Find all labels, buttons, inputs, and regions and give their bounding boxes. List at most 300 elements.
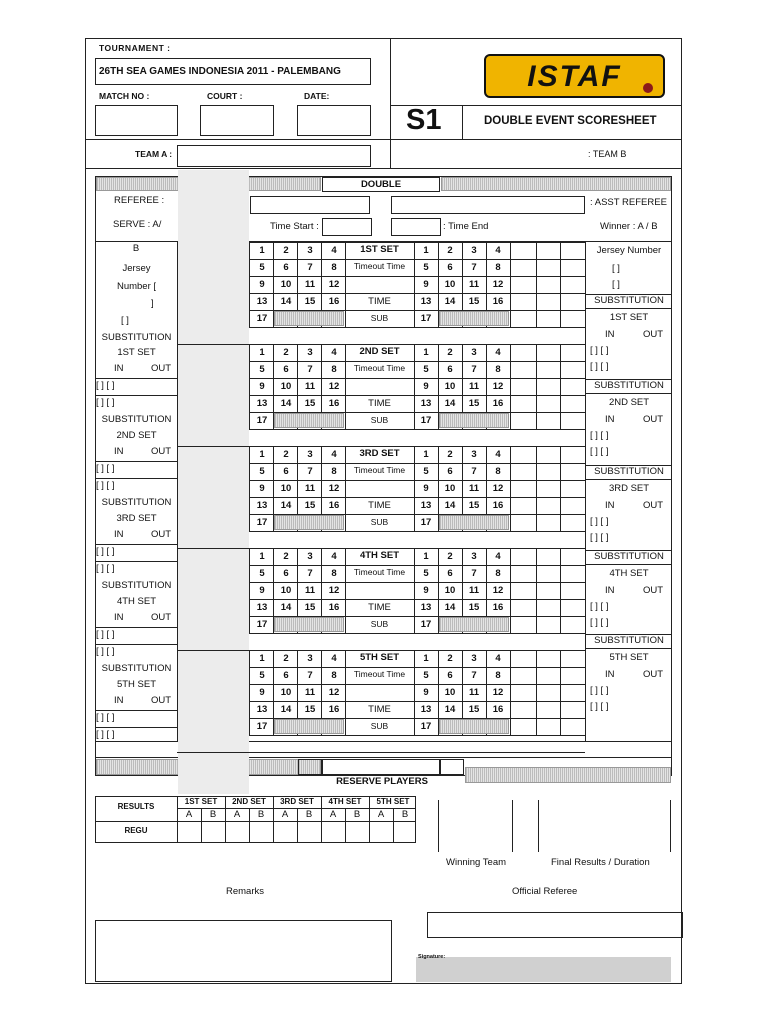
score-cell-a[interactable]: 2 bbox=[283, 449, 289, 460]
score-cell-a[interactable]: 2 bbox=[283, 347, 289, 358]
score-hatch-b bbox=[439, 617, 509, 632]
score-cell-b[interactable]: 3 bbox=[471, 449, 477, 460]
left-in-label: IN bbox=[114, 363, 124, 374]
left-row-line bbox=[95, 395, 177, 396]
score-cell-a[interactable]: 9 bbox=[259, 585, 265, 596]
results-score-cell[interactable] bbox=[369, 821, 393, 843]
score-cell-b[interactable]: 6 bbox=[447, 466, 453, 477]
score-cell-a[interactable]: 16 bbox=[328, 296, 340, 307]
score-cell-b[interactable]: 14 bbox=[444, 500, 456, 511]
score-cell-a[interactable]: 6 bbox=[283, 364, 289, 375]
score-cell-a[interactable]: 8 bbox=[331, 670, 337, 681]
results-b: B bbox=[209, 809, 217, 820]
left-out-label: OUT bbox=[151, 446, 172, 457]
score-cell-a[interactable]: 8 bbox=[331, 568, 337, 579]
time-label: TIME bbox=[368, 296, 391, 307]
score-cell-b[interactable]: 14 bbox=[444, 704, 456, 715]
score-cell-a[interactable]: 15 bbox=[304, 398, 316, 409]
referee-label: REFEREE : bbox=[114, 195, 165, 206]
score-cell-b[interactable]: 7 bbox=[471, 364, 477, 375]
results-score-cell[interactable] bbox=[201, 821, 225, 843]
results-score-cell[interactable] bbox=[177, 821, 201, 843]
score-cell-b[interactable]: 2 bbox=[447, 653, 453, 664]
left-bracket-row[interactable]: [ ] [ ] bbox=[96, 463, 115, 474]
score-cell-b[interactable]: 17 bbox=[420, 313, 432, 324]
result-box-line-3 bbox=[538, 800, 539, 852]
score-cell-b[interactable]: 9 bbox=[423, 687, 429, 698]
score-cell-a[interactable]: 10 bbox=[280, 483, 292, 494]
score-cell-a[interactable]: 12 bbox=[328, 687, 340, 698]
grid-line bbox=[249, 582, 585, 583]
score-cell-a[interactable]: 9 bbox=[259, 381, 265, 392]
right-row-line bbox=[585, 564, 672, 565]
referee-field[interactable] bbox=[250, 196, 370, 214]
score-cell-a[interactable]: 4 bbox=[331, 551, 337, 562]
score-cell-b[interactable]: 17 bbox=[420, 619, 432, 630]
left-bracket-row[interactable]: [ ] [ ] bbox=[96, 380, 115, 391]
score-cell-b[interactable]: 4 bbox=[495, 653, 501, 664]
right-set-label: 5TH SET bbox=[609, 652, 649, 663]
right-bracket-row[interactable]: [ ] [ ] bbox=[590, 685, 609, 696]
team-a-field[interactable] bbox=[177, 145, 371, 167]
score-cell-a[interactable]: 2 bbox=[283, 551, 289, 562]
score-cell-a[interactable]: 1 bbox=[259, 551, 265, 562]
left-bracket-row[interactable]: [ ] [ ] bbox=[96, 646, 115, 657]
score-cell-a[interactable]: 8 bbox=[331, 466, 337, 477]
score-cell-b[interactable]: 8 bbox=[495, 466, 501, 477]
timeout-label: Timeout Time bbox=[353, 567, 406, 577]
score-cell-a[interactable]: 15 bbox=[304, 296, 316, 307]
score-cell-a[interactable]: 1 bbox=[259, 653, 265, 664]
score-cell-a[interactable]: 8 bbox=[331, 262, 337, 273]
score-cell-a[interactable]: 3 bbox=[307, 449, 313, 460]
score-cell-a[interactable]: 12 bbox=[328, 585, 340, 596]
score-cell-a[interactable]: 10 bbox=[280, 381, 292, 392]
score-cell-b[interactable]: 11 bbox=[468, 585, 480, 596]
score-cell-a[interactable]: 1 bbox=[259, 245, 265, 256]
grid-line bbox=[510, 446, 511, 531]
score-cell-a[interactable]: 17 bbox=[256, 313, 268, 324]
score-cell-b[interactable]: 6 bbox=[447, 568, 453, 579]
left-bracket-row[interactable]: [ ] [ ] bbox=[96, 546, 115, 557]
results-set-label: 4TH SET bbox=[328, 797, 362, 806]
score-cell-a[interactable]: 5 bbox=[259, 568, 265, 579]
score-cell-b[interactable]: 10 bbox=[444, 585, 456, 596]
score-cell-a[interactable]: 11 bbox=[304, 585, 316, 596]
score-cell-a[interactable]: 15 bbox=[304, 500, 316, 511]
score-cell-b[interactable]: 10 bbox=[444, 483, 456, 494]
score-cell-a[interactable]: 4 bbox=[331, 653, 337, 664]
score-cell-a[interactable]: 2 bbox=[283, 245, 289, 256]
score-cell-a[interactable]: 15 bbox=[304, 602, 316, 613]
score-cell-a[interactable]: 14 bbox=[280, 500, 292, 511]
score-cell-b[interactable]: 9 bbox=[423, 585, 429, 596]
score-cell-b[interactable]: 11 bbox=[468, 279, 480, 290]
score-cell-a[interactable]: 7 bbox=[307, 568, 313, 579]
score-cell-b[interactable]: 13 bbox=[420, 398, 432, 409]
score-cell-b[interactable]: 10 bbox=[444, 279, 456, 290]
results-score-cell[interactable] bbox=[321, 821, 345, 843]
right-bracket-row[interactable]: [ ] [ ] bbox=[590, 345, 609, 356]
score-cell-b[interactable]: 16 bbox=[492, 296, 504, 307]
score-cell-a[interactable]: 17 bbox=[256, 721, 268, 732]
sub-label: SUB bbox=[370, 313, 389, 323]
score-cell-b[interactable]: 1 bbox=[423, 653, 429, 664]
score-cell-a[interactable]: 7 bbox=[307, 670, 313, 681]
score-cell-a[interactable]: 13 bbox=[256, 500, 268, 511]
score-cell-b[interactable]: 1 bbox=[423, 245, 429, 256]
bracket-pair[interactable]: [ ] bbox=[612, 279, 620, 290]
score-cell-b[interactable]: 2 bbox=[447, 347, 453, 358]
bottom-mid-box-2 bbox=[322, 759, 440, 775]
score-cell-a[interactable]: 17 bbox=[256, 517, 268, 528]
score-cell-b[interactable]: 12 bbox=[492, 483, 504, 494]
score-cell-a[interactable]: 10 bbox=[280, 585, 292, 596]
results-score-cell[interactable] bbox=[225, 821, 249, 843]
score-cell-b[interactable]: 10 bbox=[444, 687, 456, 698]
score-cell-a[interactable]: 14 bbox=[280, 398, 292, 409]
results-score-cell[interactable] bbox=[393, 821, 417, 843]
score-cell-b[interactable]: 5 bbox=[423, 364, 429, 375]
match-no-field[interactable] bbox=[95, 105, 178, 136]
score-cell-b[interactable]: 7 bbox=[471, 670, 477, 681]
score-cell-a[interactable]: 8 bbox=[331, 364, 337, 375]
score-cell-b[interactable]: 8 bbox=[495, 262, 501, 273]
score-cell-b[interactable]: 15 bbox=[468, 602, 480, 613]
score-cell-a[interactable]: 13 bbox=[256, 602, 268, 613]
score-cell-b[interactable]: 7 bbox=[471, 466, 477, 477]
grid-line bbox=[249, 548, 250, 633]
score-cell-b[interactable]: 8 bbox=[495, 670, 501, 681]
score-cell-b[interactable]: 17 bbox=[420, 415, 432, 426]
set-divider bbox=[177, 752, 585, 753]
score-cell-b[interactable]: 4 bbox=[495, 347, 501, 358]
score-cell-b[interactable]: 13 bbox=[420, 704, 432, 715]
score-cell-a[interactable]: 11 bbox=[304, 483, 316, 494]
score-cell-a[interactable]: 10 bbox=[280, 687, 292, 698]
score-cell-b[interactable]: 12 bbox=[492, 585, 504, 596]
grid-line bbox=[536, 446, 537, 531]
left-row-line bbox=[95, 644, 177, 645]
score-cell-b[interactable]: 17 bbox=[420, 721, 432, 732]
left-bracket-row[interactable]: [ ] [ ] bbox=[96, 563, 115, 574]
left-in-label: IN bbox=[114, 446, 124, 457]
score-cell-b[interactable]: 15 bbox=[468, 704, 480, 715]
score-cell-b[interactable]: 8 bbox=[495, 568, 501, 579]
score-cell-a[interactable]: 9 bbox=[259, 279, 265, 290]
right-row-line bbox=[585, 308, 672, 309]
timeout-label: Timeout Time bbox=[353, 261, 406, 271]
score-cell-b[interactable]: 4 bbox=[495, 449, 501, 460]
grid-line bbox=[249, 361, 585, 362]
score-cell-a[interactable]: 7 bbox=[307, 262, 313, 273]
remarks-field[interactable] bbox=[95, 920, 392, 982]
score-cell-b[interactable]: 11 bbox=[468, 483, 480, 494]
right-hatch-band bbox=[441, 177, 671, 191]
grid-line bbox=[249, 463, 585, 464]
grid-line bbox=[249, 327, 585, 328]
left-bracket-row[interactable]: [ ] [ ] bbox=[96, 397, 115, 408]
score-cell-a[interactable]: 3 bbox=[307, 347, 313, 358]
score-cell-a[interactable]: 4 bbox=[331, 245, 337, 256]
score-cell-b[interactable]: 9 bbox=[423, 381, 429, 392]
score-cell-a[interactable]: 6 bbox=[283, 466, 289, 477]
score-cell-b[interactable]: 9 bbox=[423, 483, 429, 494]
results-set-label: 2ND SET bbox=[232, 797, 266, 806]
right-bracket-row[interactable]: [ ] [ ] bbox=[590, 446, 609, 457]
score-cell-a[interactable]: 12 bbox=[328, 483, 340, 494]
official-referee-field[interactable] bbox=[427, 912, 683, 938]
left-set-label: 5TH SET bbox=[116, 679, 157, 690]
score-cell-b[interactable]: 16 bbox=[492, 398, 504, 409]
timeout-label: Timeout Time bbox=[353, 669, 406, 679]
right-out-label: OUT bbox=[643, 329, 664, 340]
score-cell-a[interactable]: 3 bbox=[307, 245, 313, 256]
right-bracket-row[interactable]: [ ] [ ] bbox=[590, 701, 609, 712]
left-substitution-label: SUBSTITUTION bbox=[101, 414, 172, 425]
score-cell-a[interactable]: 11 bbox=[304, 687, 316, 698]
results-a: A bbox=[185, 809, 193, 820]
score-cell-b[interactable]: 14 bbox=[444, 398, 456, 409]
score-cell-a[interactable]: 10 bbox=[280, 279, 292, 290]
score-cell-b[interactable]: 3 bbox=[471, 347, 477, 358]
score-cell-b[interactable]: 5 bbox=[423, 466, 429, 477]
score-cell-a[interactable]: 14 bbox=[280, 704, 292, 715]
score-cell-a[interactable]: 4 bbox=[331, 347, 337, 358]
right-bracket-row[interactable]: [ ] [ ] bbox=[590, 361, 609, 372]
score-cell-b[interactable]: 16 bbox=[492, 500, 504, 511]
right-row-line bbox=[585, 393, 672, 394]
grid-line bbox=[249, 276, 585, 277]
left-substitution-label: SUBSTITUTION bbox=[101, 663, 172, 674]
grid-line bbox=[249, 344, 250, 429]
score-cell-b[interactable]: 3 bbox=[471, 245, 477, 256]
score-cell-a[interactable]: 16 bbox=[328, 704, 340, 715]
results-a: A bbox=[233, 809, 241, 820]
grid-line bbox=[249, 242, 585, 243]
score-cell-a[interactable]: 9 bbox=[259, 483, 265, 494]
score-cell-b[interactable]: 15 bbox=[468, 296, 480, 307]
left-set-label: 1ST SET bbox=[117, 347, 156, 358]
left-out-label: OUT bbox=[151, 529, 172, 540]
teams-bottom-line bbox=[85, 168, 682, 169]
score-cell-a[interactable]: 12 bbox=[328, 279, 340, 290]
score-cell-a[interactable]: 13 bbox=[256, 296, 268, 307]
timeout-label: Timeout Time bbox=[353, 465, 406, 475]
left-bracket-row[interactable]: [ ] [ ] bbox=[96, 480, 115, 491]
score-cell-a[interactable]: 11 bbox=[304, 381, 316, 392]
score-cell-a[interactable]: 6 bbox=[283, 670, 289, 681]
score-cell-a[interactable]: 5 bbox=[259, 670, 265, 681]
team-a-label: TEAM A : bbox=[135, 149, 173, 159]
right-bracket-row[interactable]: [ ] [ ] bbox=[590, 516, 609, 527]
score-cell-a[interactable]: 3 bbox=[307, 653, 313, 664]
time-start-field[interactable] bbox=[322, 218, 372, 236]
score-cell-a[interactable]: 6 bbox=[283, 568, 289, 579]
score-cell-a[interactable]: 7 bbox=[307, 466, 313, 477]
grid-line bbox=[249, 684, 585, 685]
date-field[interactable] bbox=[297, 105, 371, 136]
grid-line bbox=[249, 344, 585, 345]
grid-line bbox=[249, 667, 585, 668]
score-cell-a[interactable]: 11 bbox=[304, 279, 316, 290]
score-cell-b[interactable]: 14 bbox=[444, 602, 456, 613]
left-bracket-row[interactable]: [ ] [ ] bbox=[96, 729, 115, 740]
results-score-cell[interactable] bbox=[249, 821, 273, 843]
grid-line bbox=[510, 242, 511, 327]
asst-referee-field[interactable] bbox=[391, 196, 585, 214]
score-cell-b[interactable]: 2 bbox=[447, 449, 453, 460]
score-cell-b[interactable]: 5 bbox=[423, 568, 429, 579]
right-bracket-row[interactable]: [ ] [ ] bbox=[590, 617, 609, 628]
set-label: 3RD SET bbox=[359, 448, 400, 459]
grid-line bbox=[510, 344, 511, 429]
time-end-field[interactable] bbox=[391, 218, 441, 236]
score-cell-b[interactable]: 1 bbox=[423, 347, 429, 358]
score-cell-b[interactable]: 2 bbox=[447, 245, 453, 256]
score-cell-a[interactable]: 12 bbox=[328, 381, 340, 392]
grid-line bbox=[249, 650, 585, 651]
left-in-label: IN bbox=[114, 612, 124, 623]
score-cell-b[interactable]: 13 bbox=[420, 296, 432, 307]
score-cell-a[interactable]: 14 bbox=[280, 602, 292, 613]
score-cell-b[interactable]: 13 bbox=[420, 500, 432, 511]
score-cell-b[interactable]: 17 bbox=[420, 517, 432, 528]
header-bottom-line bbox=[85, 139, 682, 140]
left-out-label: OUT bbox=[151, 612, 172, 623]
grid-line bbox=[249, 548, 585, 549]
score-cell-b[interactable]: 8 bbox=[495, 364, 501, 375]
score-cell-b[interactable]: 9 bbox=[423, 279, 429, 290]
signature-label: Signature: bbox=[418, 954, 446, 960]
right-bracket-row[interactable]: [ ] [ ] bbox=[590, 601, 609, 612]
right-row-line bbox=[585, 479, 672, 480]
bracket-pair[interactable]: [ ] bbox=[612, 263, 620, 274]
right-in-label: IN bbox=[605, 500, 615, 511]
left-bracket-row[interactable]: [ ] [ ] bbox=[96, 712, 115, 723]
score-cell-a[interactable]: 5 bbox=[259, 262, 265, 273]
score-cell-a[interactable]: 5 bbox=[259, 364, 265, 375]
score-cell-b[interactable]: 5 bbox=[423, 262, 429, 273]
results-score-cell[interactable] bbox=[345, 821, 369, 843]
score-cell-a[interactable]: 2 bbox=[283, 653, 289, 664]
score-cell-b[interactable]: 12 bbox=[492, 381, 504, 392]
score-cell-a[interactable]: 16 bbox=[328, 398, 340, 409]
score-hatch-b bbox=[439, 719, 509, 734]
right-bracket-row[interactable]: [ ] [ ] bbox=[590, 532, 609, 543]
sheet-title: DOUBLE EVENT SCORESHEET bbox=[484, 115, 657, 127]
right-out-label: OUT bbox=[643, 669, 664, 680]
score-cell-a[interactable]: 1 bbox=[259, 449, 265, 460]
score-cell-a[interactable]: 17 bbox=[256, 619, 268, 630]
score-cell-a[interactable]: 1 bbox=[259, 347, 265, 358]
results-score-cell[interactable] bbox=[297, 821, 321, 843]
court-field[interactable] bbox=[200, 105, 274, 136]
score-cell-b[interactable]: 4 bbox=[495, 551, 501, 562]
score-cell-b[interactable]: 7 bbox=[471, 568, 477, 579]
score-cell-b[interactable]: 16 bbox=[492, 602, 504, 613]
right-in-label: IN bbox=[605, 329, 615, 340]
score-cell-a[interactable]: 7 bbox=[307, 364, 313, 375]
grid-line bbox=[249, 565, 585, 566]
score-cell-a[interactable]: 14 bbox=[280, 296, 292, 307]
score-cell-a[interactable]: 16 bbox=[328, 500, 340, 511]
time-label: TIME bbox=[368, 398, 391, 409]
score-hatch-a bbox=[274, 311, 344, 326]
score-cell-b[interactable]: 10 bbox=[444, 381, 456, 392]
score-cell-b[interactable]: 7 bbox=[471, 262, 477, 273]
regu-label: REGU bbox=[124, 826, 148, 835]
score-cell-b[interactable]: 3 bbox=[471, 653, 477, 664]
timeout-label: Timeout Time bbox=[353, 363, 406, 373]
score-cell-a[interactable]: 13 bbox=[256, 704, 268, 715]
score-cell-b[interactable]: 15 bbox=[468, 500, 480, 511]
score-cell-b[interactable]: 11 bbox=[468, 687, 480, 698]
score-cell-b[interactable]: 15 bbox=[468, 398, 480, 409]
score-cell-b[interactable]: 1 bbox=[423, 551, 429, 562]
score-cell-a[interactable]: 5 bbox=[259, 466, 265, 477]
left-set-label: 3RD SET bbox=[116, 513, 157, 524]
score-cell-b[interactable]: 6 bbox=[447, 670, 453, 681]
results-a: A bbox=[377, 809, 385, 820]
bracket-close: ] bbox=[151, 298, 154, 309]
score-cell-b[interactable]: 3 bbox=[471, 551, 477, 562]
results-score-cell[interactable] bbox=[273, 821, 297, 843]
right-in-label: IN bbox=[605, 414, 615, 425]
score-cell-a[interactable]: 15 bbox=[304, 704, 316, 715]
score-cell-a[interactable]: 17 bbox=[256, 415, 268, 426]
left-out-label: OUT bbox=[151, 363, 172, 374]
asst-referee-label: : ASST REFEREE bbox=[590, 197, 667, 208]
score-cell-b[interactable]: 12 bbox=[492, 687, 504, 698]
score-cell-b[interactable]: 6 bbox=[447, 262, 453, 273]
score-cell-b[interactable]: 14 bbox=[444, 296, 456, 307]
score-cell-b[interactable]: 13 bbox=[420, 602, 432, 613]
score-hatch-b bbox=[439, 413, 509, 428]
score-hatch-a bbox=[274, 515, 344, 530]
left-substitution-label: SUBSTITUTION bbox=[101, 497, 172, 508]
signature-field[interactable] bbox=[416, 954, 671, 982]
score-cell-b[interactable]: 6 bbox=[447, 364, 453, 375]
score-hatch-b bbox=[439, 515, 509, 530]
score-cell-a[interactable]: 4 bbox=[331, 449, 337, 460]
score-cell-b[interactable]: 4 bbox=[495, 245, 501, 256]
left-set-label: 4TH SET bbox=[116, 596, 157, 607]
right-out-label: OUT bbox=[643, 500, 664, 511]
winning-team-label: Winning Team bbox=[446, 857, 507, 868]
remarks-label: Remarks bbox=[226, 886, 265, 897]
right-bracket-row[interactable]: [ ] [ ] bbox=[590, 430, 609, 441]
score-cell-a[interactable]: 3 bbox=[307, 551, 313, 562]
time-label: TIME bbox=[368, 500, 391, 511]
result-box-line-2 bbox=[512, 800, 513, 852]
score-cell-a[interactable]: 6 bbox=[283, 262, 289, 273]
left-bracket-row[interactable]: [ ] [ ] bbox=[96, 629, 115, 640]
score-cell-b[interactable]: 12 bbox=[492, 279, 504, 290]
grid-line bbox=[536, 650, 537, 735]
score-cell-b[interactable]: 2 bbox=[447, 551, 453, 562]
score-cell-b[interactable]: 16 bbox=[492, 704, 504, 715]
score-cell-b[interactable]: 11 bbox=[468, 381, 480, 392]
score-cell-a[interactable]: 9 bbox=[259, 687, 265, 698]
score-cell-b[interactable]: 5 bbox=[423, 670, 429, 681]
score-cell-b[interactable]: 1 bbox=[423, 449, 429, 460]
grid-line bbox=[560, 242, 561, 327]
official-referee-label: Official Referee bbox=[512, 886, 578, 897]
score-cell-a[interactable]: 13 bbox=[256, 398, 268, 409]
score-cell-a[interactable]: 16 bbox=[328, 602, 340, 613]
results-a: A bbox=[281, 809, 289, 820]
